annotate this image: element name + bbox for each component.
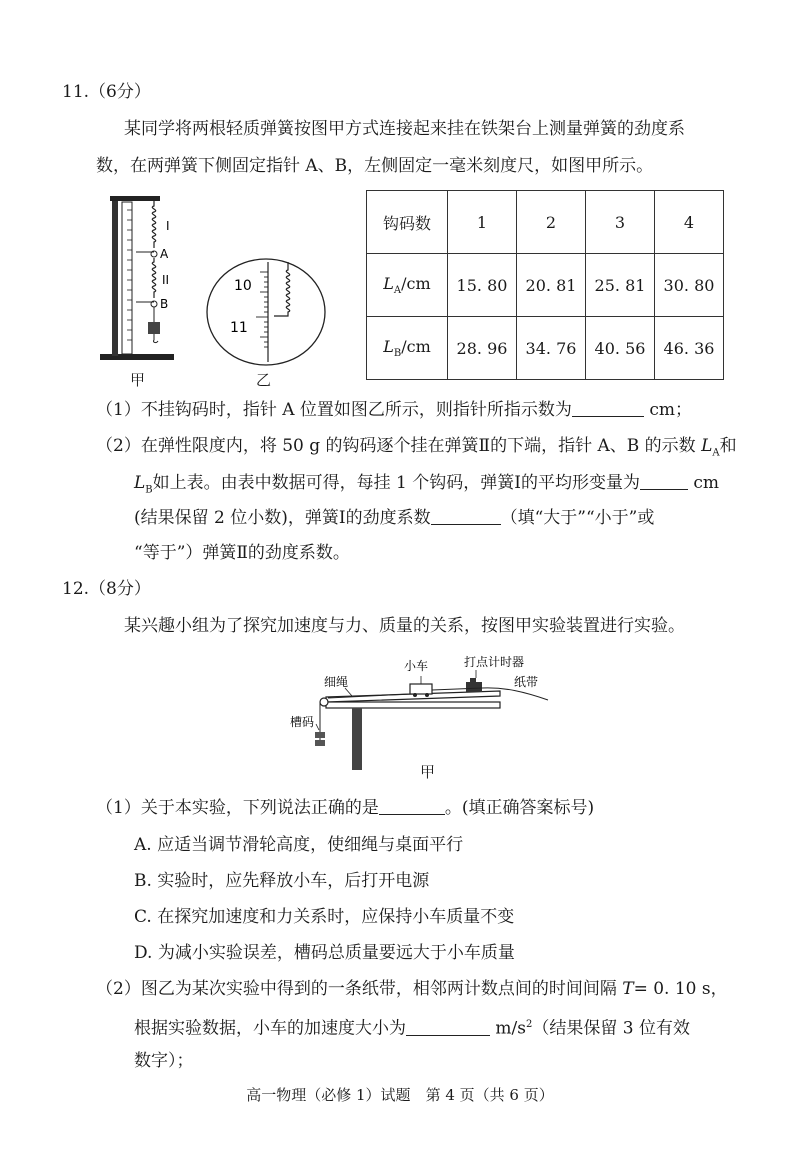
spring-one xyxy=(152,201,155,248)
figure-magnified-view xyxy=(204,256,330,368)
q11-sub2-line2: $L_B$如上表。由表中数据可得，每挂 1 个钩码，弹簧Ⅰ的平均形变量为 cm xyxy=(134,473,720,496)
q11-sub2-line1: （2）在弹性限度内，将 50 g 的钩码逐个挂在弹簧Ⅱ的下端，指针 A、B 的示数 $L_A$和 xyxy=(96,436,737,459)
q11-header: 11.（6分） xyxy=(62,82,151,102)
table-row-lb xyxy=(367,317,724,380)
stand-pole xyxy=(112,200,118,356)
stand-arm xyxy=(110,196,160,201)
hook-weight xyxy=(148,322,160,334)
q11-intro-line2: 数，在两弹簧下侧固定指针 A、B，左侧固定一毫米刻度尺，如图甲所示。 xyxy=(96,156,654,176)
row-label-la: $L_A/cm$ xyxy=(367,254,448,317)
ruler xyxy=(122,202,132,354)
table-header-cell: 2 xyxy=(517,191,586,254)
label-tape: 纸带 xyxy=(514,675,539,689)
option-b: B. 实验时，应先释放小车，后打开电源 xyxy=(134,871,430,891)
table-cell: 15. 80 xyxy=(448,254,517,317)
spring-two xyxy=(152,258,155,298)
option-c: C. 在探究加速度和力关系时，应保持小车质量不变 xyxy=(134,907,515,927)
label-spring-one: I xyxy=(166,219,170,233)
hanging-weight xyxy=(315,732,325,738)
answer-blank-q11-1[interactable] xyxy=(572,398,644,417)
table-header-cell: 钩码数 xyxy=(367,191,448,254)
table-leg xyxy=(352,708,362,770)
answer-blank-q12-2[interactable] xyxy=(406,1017,490,1036)
figure-jia-caption: 甲 xyxy=(130,371,146,389)
label-pointer-b: B xyxy=(160,297,169,311)
scale-label-11: 11 xyxy=(230,320,248,336)
label-spring-two: II xyxy=(162,273,170,287)
q11-sub1: （1）不挂钩码时，指针 A 位置如图乙所示，则指针所指示数为 cm； xyxy=(96,400,692,420)
label-timer: 打点计时器 xyxy=(464,655,525,669)
q11-sub2-line3: (结果保留 2 位小数)，弹簧Ⅰ的劲度系数 （填“大于”“小于”或 xyxy=(134,508,655,528)
table-top xyxy=(326,702,500,708)
table-header-row xyxy=(367,191,724,254)
option-d: D. 为减小实验误差，槽码总质量要远大于小车质量 xyxy=(134,943,515,963)
row-label-lb: $L_B/cm$ xyxy=(367,317,448,380)
timer xyxy=(466,682,482,692)
label-pointer-a: A xyxy=(160,247,169,261)
table-cell: 25. 81 xyxy=(586,254,655,317)
page-footer: 高一物理（必修 1）试题 第 4 页（共 6 页） xyxy=(246,1086,554,1104)
answer-blank-q11-3[interactable] xyxy=(431,506,501,525)
answer-blank-q12-1[interactable] xyxy=(379,796,445,815)
table-cell: 30. 80 xyxy=(655,254,724,317)
table-cell: 28. 96 xyxy=(448,317,517,380)
table-header-cell: 1 xyxy=(448,191,517,254)
option-a: A. 应适当调节滑轮高度，使细绳与桌面平行 xyxy=(134,835,464,855)
q12-sub2-line3: 数字）； xyxy=(134,1051,194,1071)
pulley xyxy=(320,698,328,706)
q12-intro: 某兴趣小组为了探究加速度与力、质量的关系，按图甲实验装置进行实验。 xyxy=(124,616,685,636)
data-table xyxy=(366,190,724,380)
figure-q12-caption: 甲 xyxy=(420,763,436,781)
table-header-cell: 3 xyxy=(586,191,655,254)
q12-header: 12.（8分） xyxy=(62,579,151,599)
table-cell: 40. 56 xyxy=(586,317,655,380)
cart xyxy=(410,684,432,694)
table-cell: 34. 76 xyxy=(517,317,586,380)
q12-sub2-line1: （2）图乙为某次实验中得到的一条纸带，相邻两计数点间的时间间隔 T= 0. 10 s， xyxy=(96,979,728,999)
q11-intro-line1: 某同学将两根轻质弹簧按图甲方式连接起来挂在铁架台上测量弹簧的劲度系 xyxy=(124,119,685,139)
label-rope: 细绳 xyxy=(324,675,349,689)
spring-in-view xyxy=(274,262,290,316)
table-cell: 46. 36 xyxy=(655,317,724,380)
scale-label-10: 10 xyxy=(234,278,252,294)
q12-sub1: （1）关于本实验，下列说法正确的是 。(填正确答案标号) xyxy=(96,798,595,818)
q12-sub2-line2: 根据实验数据，小车的加速度大小为 $m/s^2$（结果保留 3 位有效 xyxy=(134,1018,690,1039)
table-cell: 20. 81 xyxy=(517,254,586,317)
answer-blank-q11-2[interactable] xyxy=(640,471,688,490)
figure-yi-caption: 乙 xyxy=(256,371,272,389)
figure-spring-stand xyxy=(96,192,186,392)
table-row-la xyxy=(367,254,724,317)
table-header-cell: 4 xyxy=(655,191,724,254)
label-cart: 小车 xyxy=(404,659,429,673)
q11-sub2-line4: “等于”）弹簧Ⅱ的劲度系数。 xyxy=(134,543,350,563)
label-weight: 槽码 xyxy=(290,715,315,729)
stand-base xyxy=(100,354,174,360)
